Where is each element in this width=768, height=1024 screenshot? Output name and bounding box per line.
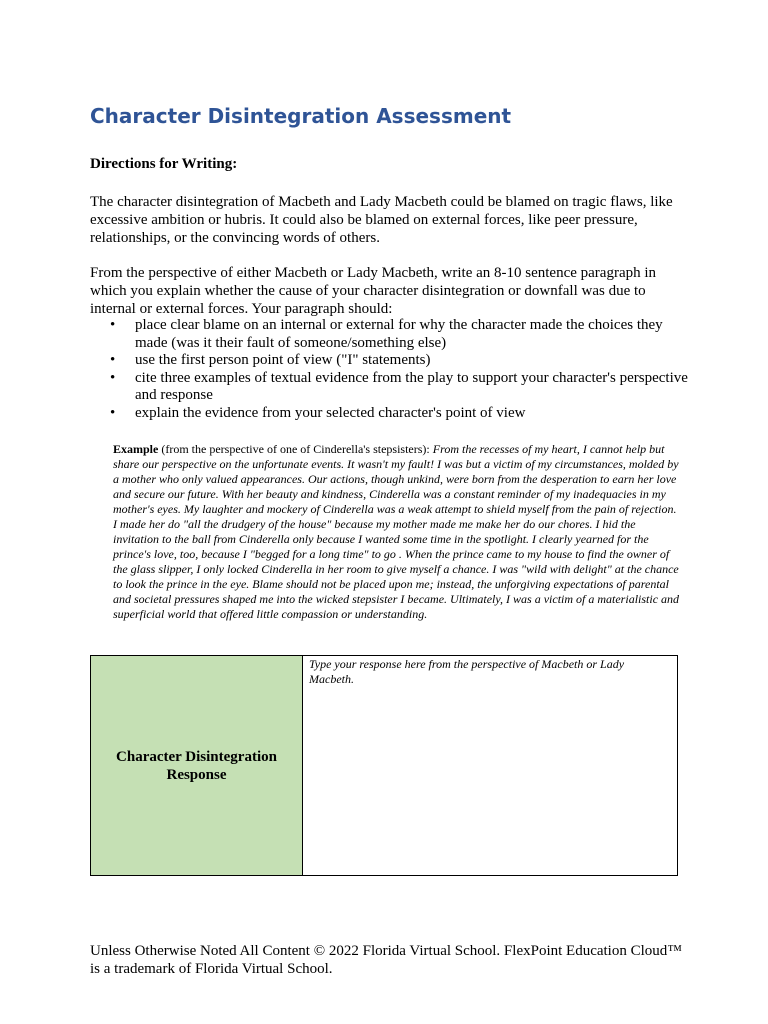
example-note: (from the perspective of one of Cinderella's stepsisters): xyxy=(158,442,433,456)
list-item xyxy=(90,405,690,423)
list-item-text: place clear blame on an internal or external for why the character made the choices they made (was it their fault of someone/something else) xyxy=(135,317,663,351)
requirements-list xyxy=(90,317,690,422)
bullet-icon: • xyxy=(110,317,116,333)
copyright-footer: Unless Otherwise Noted All Content © 2022 Florida Virtual School. FlexPoint Education Cloud™ is a trademark of Florida Virtual School. xyxy=(90,943,682,977)
list-item xyxy=(90,352,690,370)
bullet-icon: • xyxy=(110,352,116,368)
example-label: Example xyxy=(113,442,159,456)
list-item-text: explain the evidence from your selected character's point of view xyxy=(135,404,526,421)
response-input[interactable] xyxy=(303,656,677,875)
bullet-icon: • xyxy=(110,369,116,386)
list-item xyxy=(90,317,690,352)
example-paragraph xyxy=(113,442,683,622)
response-input-cell[interactable] xyxy=(303,656,678,876)
directions-heading: Directions for Writing: xyxy=(90,156,238,172)
list-item xyxy=(90,370,690,405)
example-text: From the recesses of my heart, I cannot help but share our perspective on the unfortunate events. It wasn't my fault! I was but a victim of my circumstances, molded by a mother who only valued appearances. Our actions, though unkind, were born from the desperation to earn her love and secure our future. With her beauty and kindness, Cinderella was a constant reminder of my inadequacies in my mother's eyes. My laughter and mockery of Cinderella was a weak attempt to shield myself from the pain of rejection. I made her do "all the drudgery of the house" because my mother made me make her do our chores. I hid the invitation to the ball from Cinderella only because I wanted some time in the spotlight. I clearly yearned for the prince's love, too, because I "begged for a long time" to go . When the prince came to my house to find the owner of the glass slipper, I only locked Cinderella in her room to give myself a chance. I was "wild with delight" at the chance to look the prince in the eye. Blame should not be placed upon me; instead, the unforgiving expectations of parental and societal pressures shaped me into the wicked stepsister I became. Ultimately, I was a victim of a materialistic and superficial world that offered little compassion or understanding. xyxy=(113,442,680,621)
list-item-text: use the first person point of view ("I" statements) xyxy=(135,352,431,368)
page-title: Character Disintegration Assessment xyxy=(90,104,512,128)
response-table xyxy=(90,655,678,876)
response-label-cell xyxy=(91,656,303,876)
instructions-paragraph: From the perspective of either Macbeth or Lady Macbeth, write an 8-10 sentence paragraph in which you explain whether the cause of your character disintegration or downfall was due to internal or external forces. Your paragraph should: xyxy=(90,265,657,317)
bullet-icon: • xyxy=(110,404,116,421)
list-item-text: cite three examples of textual evidence from the play to support your character's perspective and response xyxy=(135,369,688,403)
intro-paragraph: The character disintegration of Macbeth and Lady Macbeth could be blamed on tragic flaws, like excessive ambition or hubris. It could also be blamed on external forces, like peer pressure, relationships, or the convincing words of others. xyxy=(90,194,673,246)
response-label: Character Disintegration Response xyxy=(116,748,277,783)
